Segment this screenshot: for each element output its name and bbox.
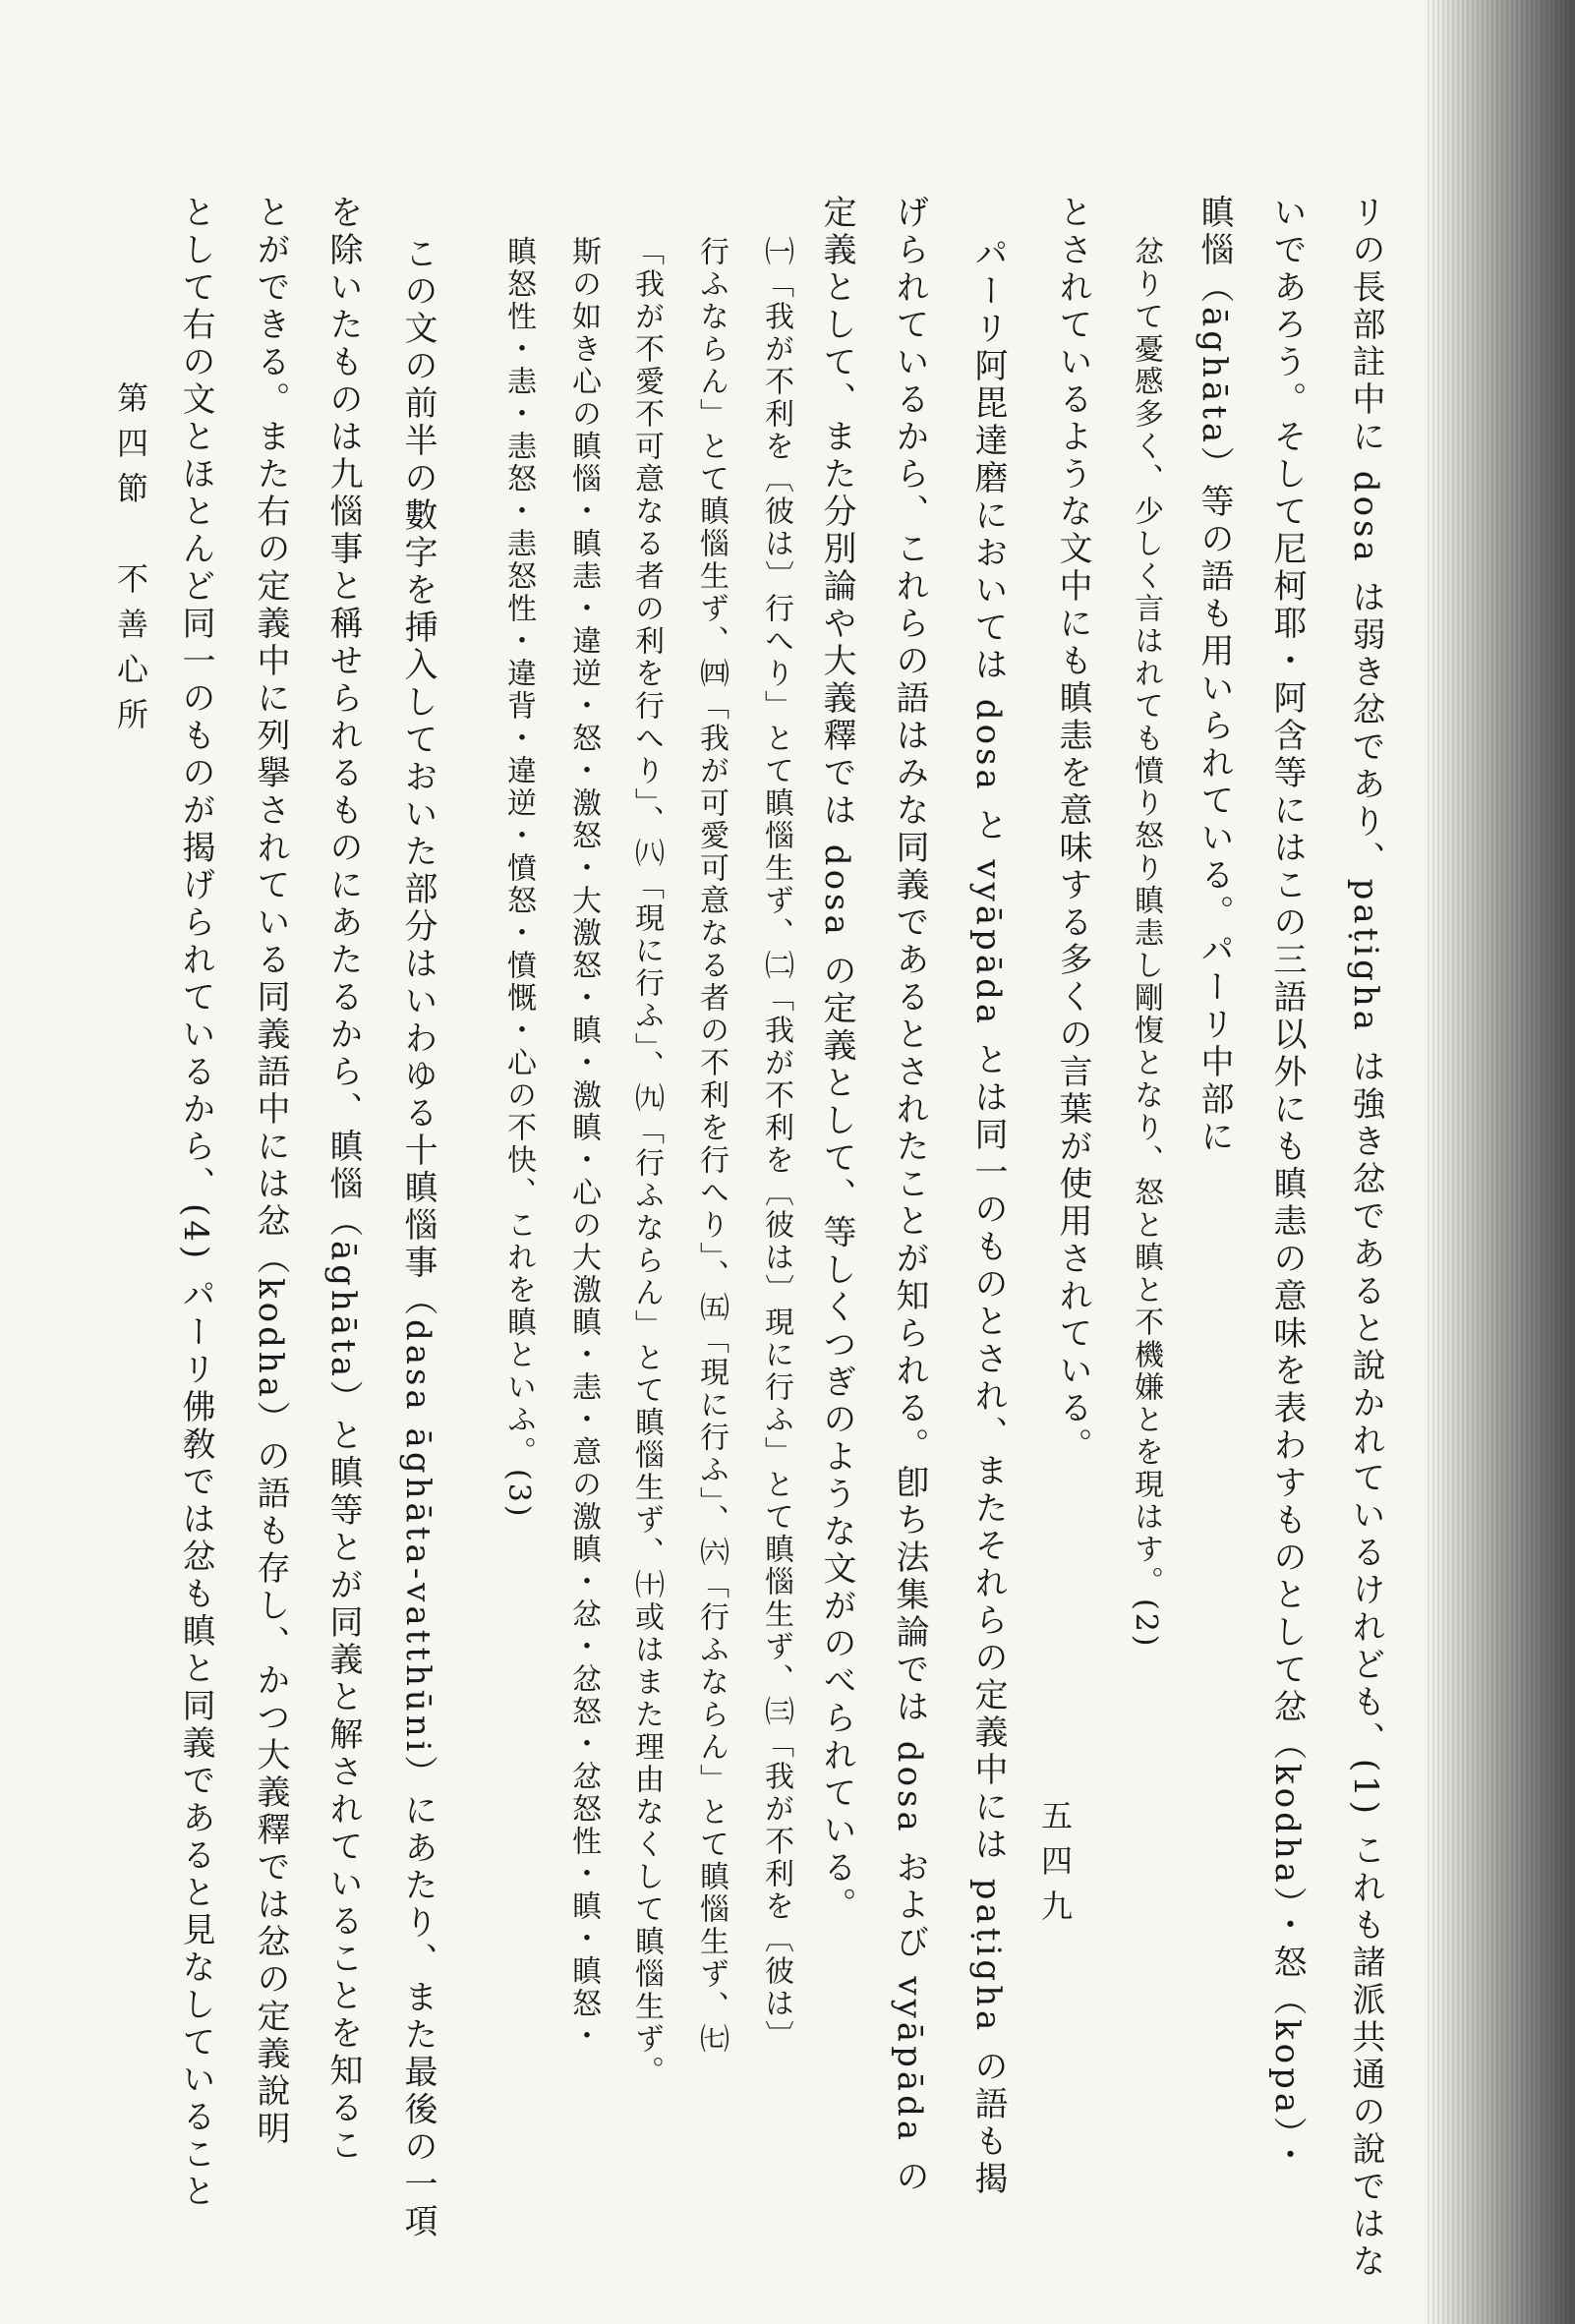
scan-edge-shadow <box>1428 0 1575 2324</box>
text-column: いであろう。そして尼柯耶・阿含等にはこの三語以外にも瞋恚の意味を表わすものとして忿（kodha）・怒（kopa）・ <box>1267 195 1307 2176</box>
text-column: とができる。また右の定義中に列擧されている同義語中には忿（kodha）の語も存し、かつ大義釋では忿の定義說明 <box>251 195 290 2149</box>
quote-column: 斯の如き心の瞋惱・瞋恚・違逆・怒・激怒・大激怒・瞋・激瞋・心の大激瞋・恚・意の激瞋・忿・忿怒・忿怒性・瞋・瞋怒・ <box>566 236 601 2053</box>
quote-column: 忿りて憂慼多く、少しく言はれても憤り怒り瞋恚し剛愎となり、怒と瞋と不機嫌とを現はす。(2) <box>1129 236 1163 1650</box>
text-column: として右の文とほとんど同一のものが揭げられているから、(4) パーリ佛敎では忿も瞋と同義であると見なしていること <box>176 195 215 2211</box>
running-header-section: 第四節 不善心所 <box>112 381 149 743</box>
quote-column: 瞋怒性・恚・恚怒・恚怒性・違背・違逆・憤怒・憤慨・心の不快、これを瞋といふ。(3) <box>501 236 536 1520</box>
text-column: この文の前半の數字を挿入しておいた部分はいわゆる十瞋惱事（dasa āghāta-vatthūni）にあたり、また最後の一項 <box>398 236 438 2241</box>
page-number: 五四九 <box>1036 1799 1074 1935</box>
text-column: パーリ阿毘達磨においては dosa と vyāpāda とは同一のものとされ、またそれらの定義中には paṭigha の語も揭 <box>968 236 1008 2199</box>
quote-column: ㈠「我が不利を〔彼は〕行へり」とて瞋惱生ず、㈡「我が不利を〔彼は〕現に行ふ」とて瞋惱生ず、㈢「我が不利を〔彼は〕 <box>759 236 793 2053</box>
text-column: を除いたものは九惱事と稱せられるものにあたるから、瞋惱（āghāta）と瞋等とが同義と解されていることを知るこ <box>323 195 363 2166</box>
text-column: リの長部註中に dosa は弱き忿であり、paṭigha は強き忿であると說かれているけれども、(1) これも諸派共通の說ではな <box>1346 195 1385 2281</box>
text-column: げられているから、これらの語はみな同義であるとされたことが知られる。卽ち法集論では dosa および vyāpāda の <box>890 195 929 2196</box>
text-column: 定義として、また分別論や大義釋では dosa の定義として、等しくつぎのような文がのべられている。 <box>817 195 856 1925</box>
text-column: 瞋惱（āghāta）等の語も用いられている。パーリ中部に <box>1195 195 1234 1157</box>
quote-column: 行ふならん」とて瞋惱生ず、㈣「我が可愛可意なる者の不利を行へり」、㈤「現に行ふ」、㈥「行ふならん」とて瞋惱生ず、㈦ <box>694 236 729 2056</box>
text-column: とされているような文中にも瞋恚を意味する多くの言葉が使用されている。 <box>1053 195 1092 1465</box>
quote-column: 「我が不愛不可意なる者の利を行へり」、㈧「現に行ふ」、㈨「行ふならん」とて瞋惱生ず、㈩或はまた理由なくして瞋惱生ず。 <box>629 236 664 2088</box>
